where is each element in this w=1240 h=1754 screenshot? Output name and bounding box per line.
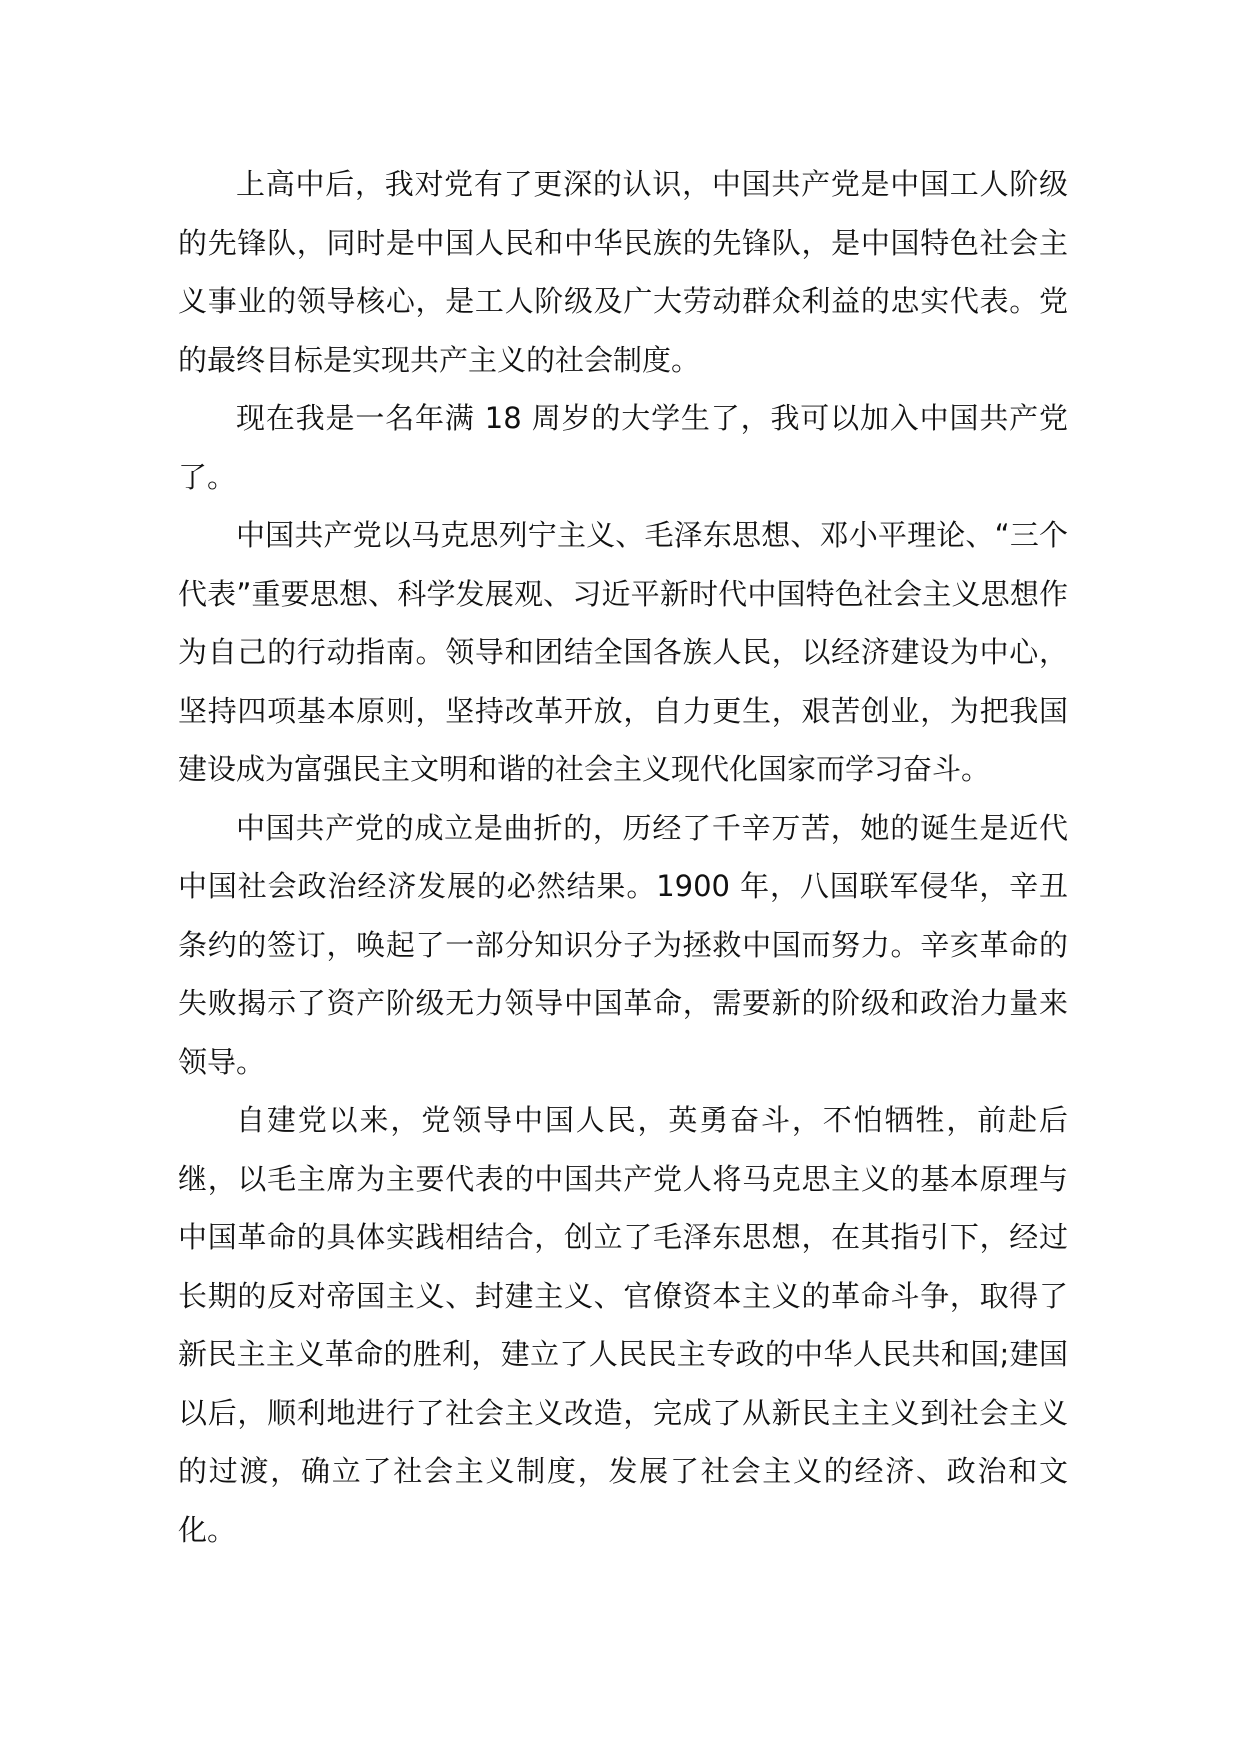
document-body bbox=[178, 155, 1068, 1559]
paragraph-5: 自建党以来，党领导中国人民，英勇奋斗，不怕牺牲，前赴后继，以毛主席为主要代表的中国共产党人将马克思主义的基本原理与中国革命的具体实践相结合，创立了毛泽东思想，在其指引下，经过长期的反对帝国主义、封建主义、官僚资本主义的革命斗争，取得了新民主主义革命的胜利，建立了人民民主专政的中华人民共和国;建国以后，顺利地进行了社会主义改造，完成了从新民主主义到社会主义的过渡，确立了社会主义制度，发展了社会主义的经济、政治和文化。 bbox=[178, 1103, 1068, 1547]
paragraph-4: 中国共产党的成立是曲折的，历经了千辛万苦，她的诞生是近代中国社会政治经济发展的必然结果。1900 年，八国联军侵华，辛丑条约的签订，唤起了一部分知识分子为拯救中国而努力。辛亥革命的失败揭示了资产阶级无力领导中国革命，需要新的阶级和政治力量来领导。 bbox=[178, 810, 1068, 1079]
paragraph-3: 中国共产党以马克思列宁主义、毛泽东思想、邓小平理论、“三个代表”重要思想、科学发展观、习近平新时代中国特色社会主义思想作为自己的行动指南。领导和团结全国各族人民，以经济建设为中心，坚持四项基本原则，坚持改革开放，自力更生，艰苦创业，为把我国建设成为富强民主文明和谐的社会主义现代化国家而学习奋斗。 bbox=[178, 518, 1068, 786]
paragraph-2: 现在我是一名年满 18 周岁的大学生了，我可以加入中国共产党了。 bbox=[178, 401, 1068, 494]
paragraph-1: 上高中后，我对党有了更深的认识，中国共产党是中国工人阶级的先锋队，同时是中国人民和中华民族的先锋队，是中国特色社会主义事业的领导核心，是工人阶级及广大劳动群众利益的忠实代表。党的最终目标是实现共产主义的社会制度。 bbox=[178, 167, 1068, 377]
